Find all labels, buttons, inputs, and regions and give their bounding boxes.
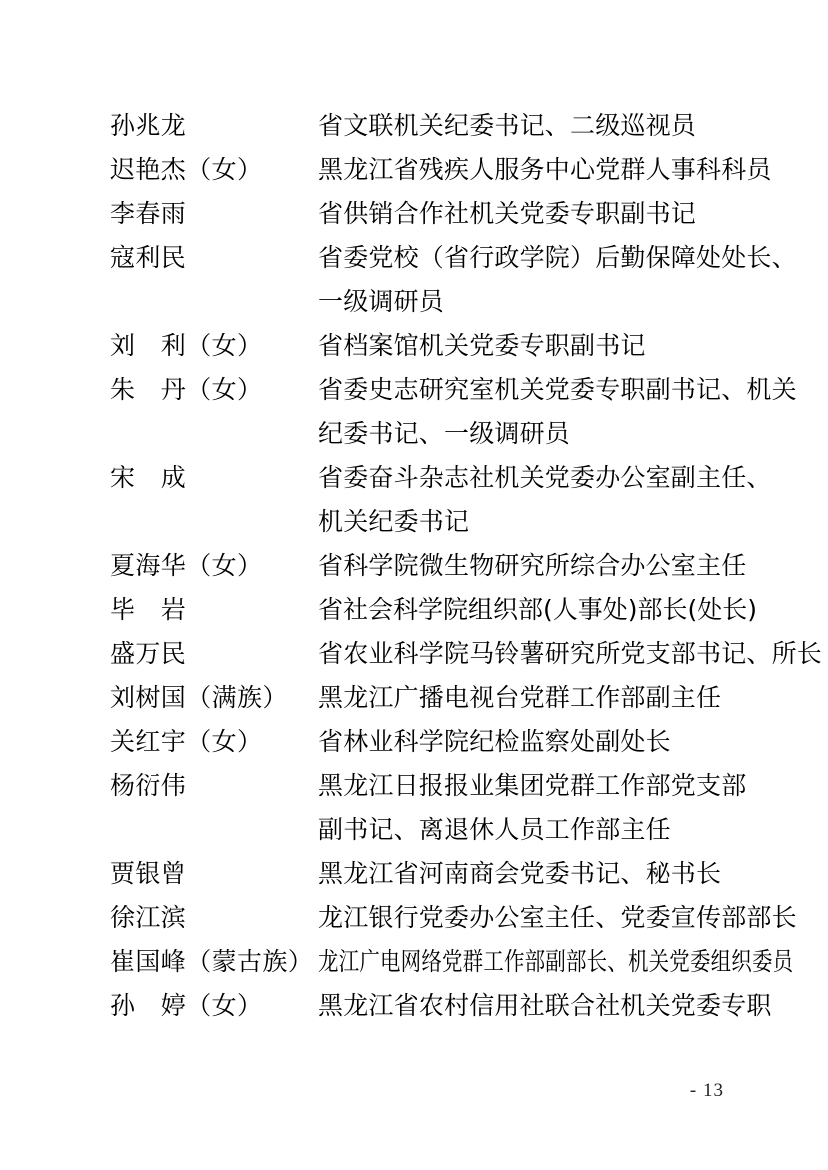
roster-row-continuation (110, 808, 730, 852)
roster-entry (110, 632, 823, 676)
person-name: 宋 成 (110, 463, 187, 492)
person-name: 寇利民 (110, 243, 187, 272)
person-name: 贾银曾 (110, 859, 187, 888)
person-position: 省文联机关纪委书记、二级巡视员 (318, 111, 697, 140)
person-position: 黑龙江省河南商会党委书记、秘书长 (318, 859, 722, 888)
person-position: 龙江银行党委办公室主任、党委宣传部部长 (318, 903, 797, 932)
person-position: 省农业科学院马铃薯研究所党支部书记、所长 (318, 639, 823, 668)
person-name: 朱 丹（女） (110, 375, 263, 404)
roster-row (110, 852, 730, 896)
roster-entry (110, 940, 794, 984)
person-position-continued: 副书记、离退休人员工作部主任 (318, 815, 671, 844)
roster-row-continuation (110, 500, 730, 544)
person-position: 龙江广电网络党群工作部副部长、机关党委组织委员 (318, 947, 794, 976)
roster-entry (110, 764, 747, 852)
person-name: 迟艳杰（女） (110, 155, 263, 184)
roster-row (110, 368, 797, 412)
person-name: 杨衍伟 (110, 771, 187, 800)
person-name: 毕 岩 (110, 595, 187, 624)
roster-entry (110, 236, 797, 324)
person-position: 省档案馆机关党委专职副书记 (318, 331, 646, 360)
person-position-continued: 纪委书记、一级调研员 (318, 419, 571, 448)
roster-entry (110, 148, 772, 192)
person-position: 省社会科学院组织部(人事处)部长(处长) (318, 595, 758, 624)
person-name: 孙兆龙 (110, 111, 187, 140)
roster-row (110, 632, 823, 676)
roster-row (110, 104, 730, 148)
roster-row (110, 192, 730, 236)
person-name: 李春雨 (110, 199, 187, 228)
roster-row (110, 236, 797, 280)
roster-entry (110, 192, 730, 236)
person-position: 省林业科学院纪检监察处副处长 (318, 727, 671, 756)
person-position: 省委史志研究室机关党委专职副书记、机关 (318, 375, 797, 404)
person-position: 黑龙江省农村信用社联合社机关党委专职 (318, 991, 772, 1020)
roster-row (110, 544, 747, 588)
person-position: 黑龙江日报报业集团党群工作部党支部 (318, 771, 747, 800)
person-position: 省科学院微生物研究所综合办公室主任 (318, 551, 747, 580)
personnel-roster-list (110, 104, 823, 1028)
roster-row (110, 896, 797, 940)
person-position: 黑龙江省残疾人服务中心党群人事科科员 (318, 155, 772, 184)
roster-row (110, 676, 730, 720)
roster-row (110, 148, 772, 192)
person-position: 省委党校（省行政学院）后勤保障处处长、 (318, 243, 797, 272)
person-name: 刘 利（女） (110, 331, 263, 360)
roster-entry (110, 324, 730, 368)
roster-row (110, 324, 730, 368)
roster-entry (110, 456, 772, 544)
person-position: 省供销合作社机关党委专职副书记 (318, 199, 697, 228)
person-name: 孙 婷（女） (110, 991, 263, 1020)
person-name: 崔国峰（蒙古族） (110, 947, 314, 976)
roster-row-continuation (110, 280, 730, 324)
person-name: 徐江滨 (110, 903, 187, 932)
person-position-continued: 一级调研员 (318, 287, 445, 316)
roster-entry (110, 368, 797, 456)
roster-row (110, 764, 747, 808)
page-number: - 13 (689, 1080, 724, 1101)
person-name: 盛万民 (110, 639, 187, 668)
roster-entry (110, 852, 730, 896)
roster-entry (110, 720, 730, 764)
person-name: 关红宇（女） (110, 727, 263, 756)
person-name: 夏海华（女） (110, 551, 263, 580)
person-position-continued: 机关纪委书记 (318, 507, 470, 536)
roster-row (110, 456, 772, 500)
roster-entry (110, 984, 772, 1028)
person-position: 省委奋斗杂志社机关党委办公室副主任、 (318, 463, 772, 492)
roster-row (110, 940, 794, 984)
roster-entry (110, 676, 730, 720)
roster-entry (110, 104, 730, 148)
roster-entry (110, 588, 758, 632)
roster-row (110, 984, 772, 1028)
roster-entry (110, 896, 797, 940)
roster-row-continuation (110, 412, 730, 456)
person-name: 刘树国（满族） (110, 683, 288, 712)
person-position: 黑龙江广播电视台党群工作部副主任 (318, 683, 722, 712)
roster-row (110, 588, 758, 632)
roster-row (110, 720, 730, 764)
roster-entry (110, 544, 747, 588)
